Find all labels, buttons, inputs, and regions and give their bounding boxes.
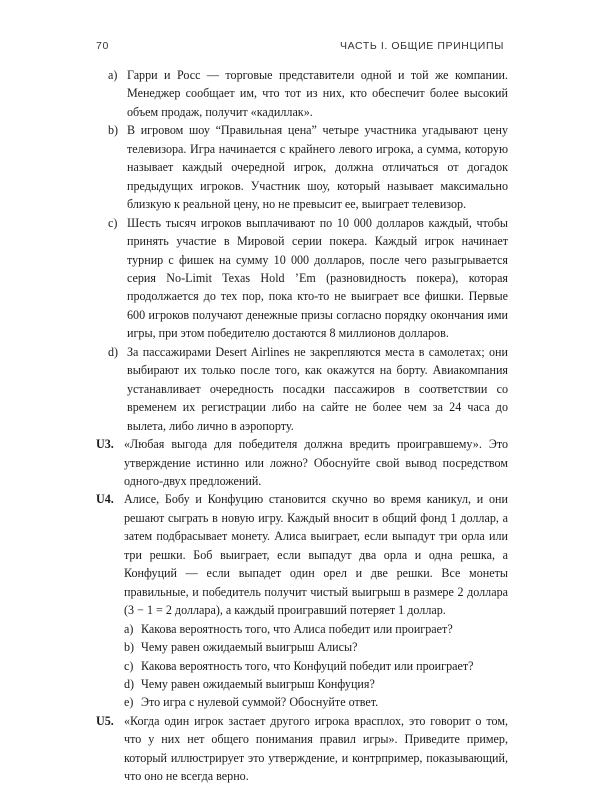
question-text: Это игра с нулевой суммой? Обоснуйте ответ. [141, 695, 379, 710]
problem-number: U4. [96, 492, 114, 507]
part-title: ЧАСТЬ I. ОБЩИЕ ПРИНЦИПЫ [340, 40, 504, 52]
list-item [96, 66, 508, 121]
question-marker: d) [124, 676, 135, 691]
item-marker: c) [108, 215, 118, 230]
problem-u4 [96, 490, 508, 619]
item-text: Шесть тысяч игроков выплачивают по 10 000 долларов каждый, чтобы принять участие в Мировой серии покера. Каждый игрок начинает турнир с фишек на сумму 10 000 долларов, после чего разыгрывается серия No-Limit Texas Hold ’Em (разновидность покера), которая продолжается до тех пор, пока кто-то не выиграет все фишки. Первые 600 игроков получают денежные призы согласно порядку окончания ими игры, при этом победителю достаются 8 миллионов долларов. [127, 215, 508, 341]
question-text: Чему равен ожидаемый выигрыш Алисы? [141, 640, 358, 655]
item-marker: d) [108, 344, 119, 359]
question-item [96, 657, 508, 675]
page-body [96, 66, 508, 786]
item-text: За пассажирами Desert Airlines не закрепляются места в самолетах; они выбирают их только после того, как окажутся на борту. Авиакомпания устанавливает очередность посадки пассажиров в соответствии со временем их регистрации либо на сайте не более чем за 24 часа до вылета, либо лично в аэропорту. [127, 344, 508, 433]
problem-text: Алисе, Бобу и Конфуцию становится скучно во время каникул, и они решают сыграть в новую игру. Каждый вносит в общий фонд 1 доллар, а затем подбрасывает монету. Алиса выиграет, если выпадут три орла или три решки. Боб выиграет, если выпадут два орла и одна решка, а Конфуций — если выпадет один орел и две решки. Все монеты правильные, и победитель получит чистый выигрыш в размере 2 доллара (3 − 1 = 2 доллара), а каждый проигравший потеряет 1 доллар. [124, 492, 508, 618]
question-text: Какова вероятность того, что Алиса победит или проиграет? [141, 621, 453, 636]
question-marker: e) [124, 695, 134, 710]
list-item [96, 343, 508, 435]
question-item [96, 693, 508, 711]
item-marker: b) [108, 123, 119, 138]
question-text: Чему равен ожидаемый выигрыш Конфуция? [141, 676, 375, 691]
item-text: В игровом шоу “Правильная цена” четыре участника угадывают цену телевизора. Игра начинается с крайнего левого игрока, а сумма, которую называет каждый очередной игрок, должна отличаться от догадок предыдущих игроков. Участник шоу, который называет максимально близкую к реальной цену, но не превысит ее, выиграет телевизор. [127, 123, 508, 212]
item-text: Гарри и Росс — торговые представители одной и той же компании. Менеджер сообщает им, что тот из них, кто обеспечит более высокий объем продаж, получит «кадиллак». [127, 68, 508, 119]
question-text: Какова вероятность того, что Конфуций победит или проиграет? [141, 658, 474, 673]
question-marker: b) [124, 640, 135, 655]
problem-u5 [96, 712, 508, 786]
problem-number: U3. [96, 437, 114, 452]
question-marker: a) [124, 621, 134, 636]
page-number: 70 [96, 40, 109, 52]
running-header [96, 40, 504, 52]
problem-number: U5. [96, 713, 114, 728]
question-item [96, 675, 508, 693]
problem-text: «Любая выгода для победителя должна вредить проигравшему». Это утверждение истинно или ложно? Обоснуйте свой вывод посредством одного-двух предложений. [124, 437, 508, 488]
problem-text: «Когда один игрок застает другого игрока врасплох, это говорит о том, что у них нет общего понимания правил игры». Приведите пример, который иллюстрирует это утверждение, и контрпример, показывающий, что оно не всегда верно. [124, 713, 508, 784]
problem-u3 [96, 435, 508, 490]
question-marker: c) [124, 658, 134, 673]
question-item [96, 620, 508, 638]
question-item [96, 638, 508, 656]
list-item [96, 214, 508, 343]
list-item [96, 121, 508, 213]
item-marker: a) [108, 68, 118, 82]
